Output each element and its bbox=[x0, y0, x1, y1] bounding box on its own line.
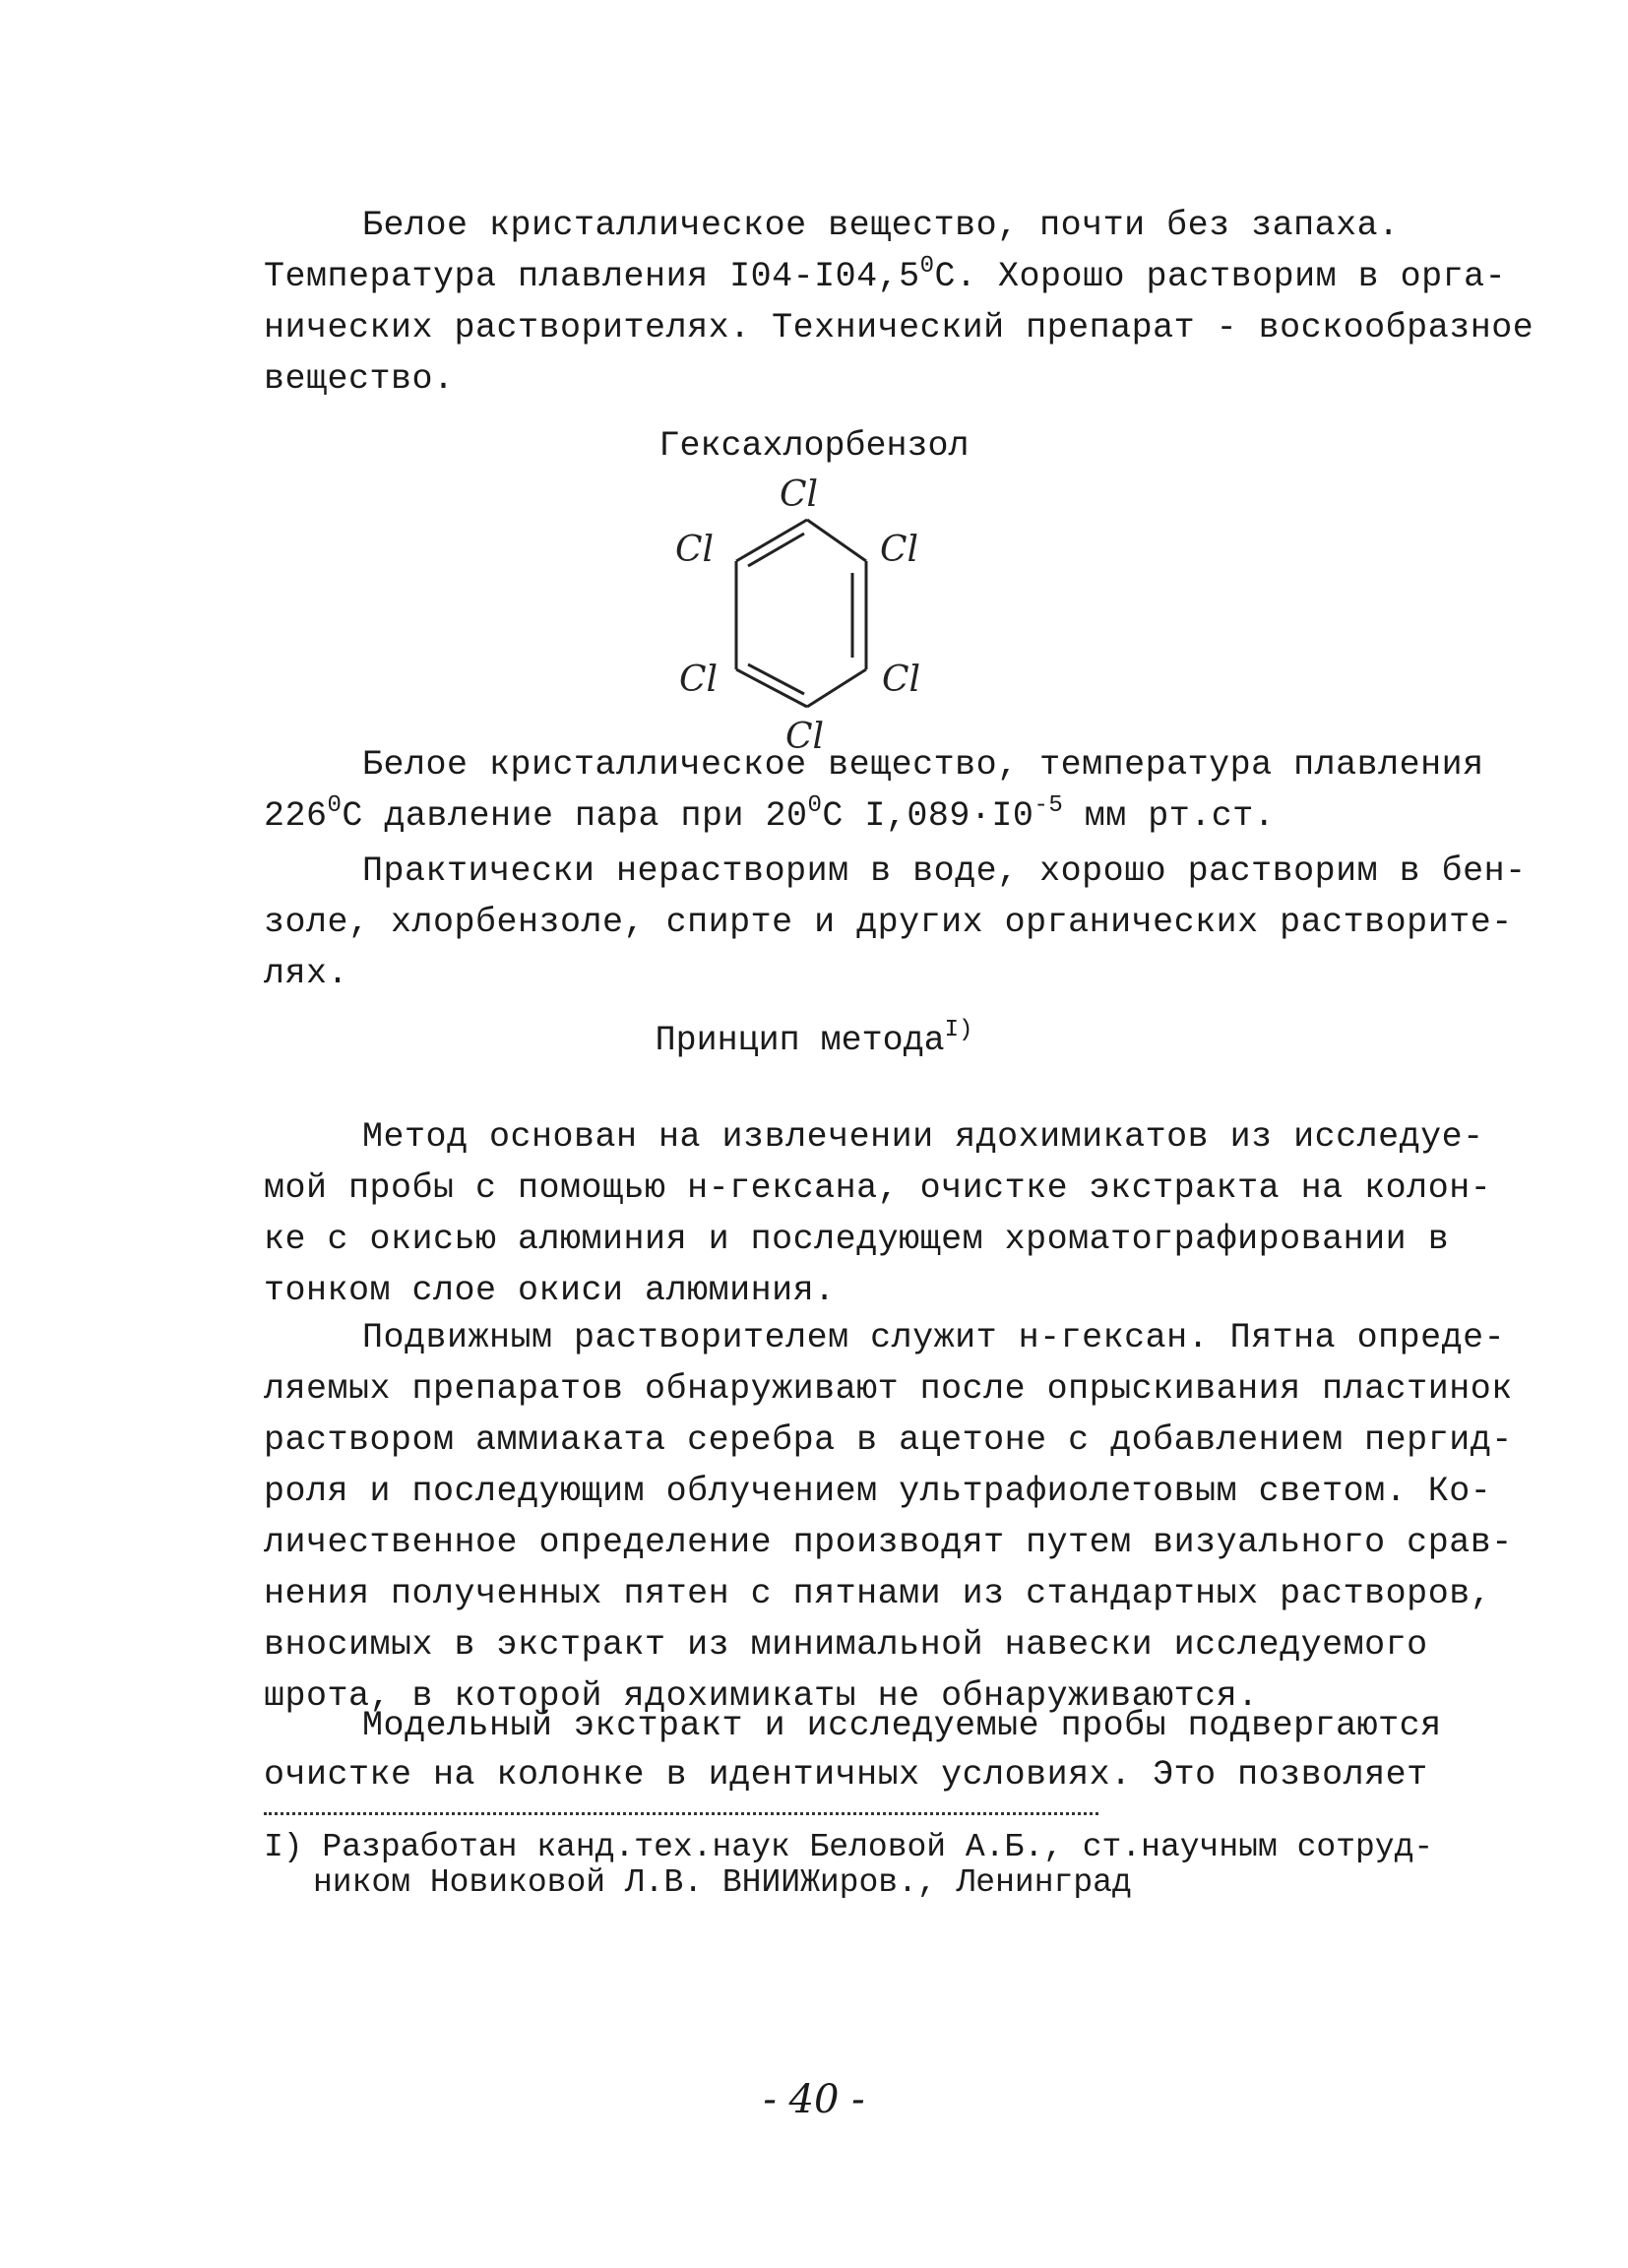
para2-line1: Белое кристаллическое вещество, температура плавления bbox=[362, 745, 1484, 785]
para5-line5: личественное определение производят путем визуального срав- bbox=[264, 1523, 1513, 1562]
hexachlorobenzene-structure bbox=[669, 463, 955, 778]
benzene-ring bbox=[736, 520, 866, 707]
compound-name: Гексахлорбензол bbox=[658, 426, 970, 466]
para5-line8: шрота, в которой ядохимикаты не обнаруживаются. bbox=[264, 1676, 1259, 1716]
footnote-line1: I) Разработан канд.тех.наук Беловой А.Б., ст.научным сотруд- bbox=[264, 1829, 1434, 1865]
para5-line3: раствором аммиаката серебра в ацетоне с добавлением пергид- bbox=[264, 1420, 1513, 1460]
substituent-upper-left: Cl bbox=[675, 530, 715, 570]
para3-line1: Практически нерастворим в воде, хорошо растворим в бен- bbox=[362, 851, 1527, 891]
substituent-upper-right: Cl bbox=[880, 530, 919, 570]
para3-line2: золе, хлорбензоле, спирте и других органических растворите- bbox=[264, 903, 1513, 942]
substituent-lower-left: Cl bbox=[679, 660, 719, 700]
substituent-top: Cl bbox=[780, 474, 819, 515]
para4-line1: Метод основан на извлечении ядохимикатов из исследуе- bbox=[362, 1117, 1484, 1157]
para3-line3: лях. bbox=[264, 954, 349, 993]
substituent-lower-right: Cl bbox=[882, 660, 921, 700]
footnote-divider bbox=[264, 1812, 1098, 1815]
para2-line2: $226^0С$ давление пара при $20^0С$ $I,089\cdot I0^{-5}$ мм рт.ст. bbox=[264, 792, 1276, 836]
page-number: - 40 - bbox=[763, 2077, 865, 2122]
para5-line1: Подвижным растворителем служит н-гексан. Пятна опреде- bbox=[362, 1318, 1506, 1357]
para6-line1: Модельный экстракт и исследуемые пробы подвергаются bbox=[362, 1706, 1442, 1745]
section-title: Принцип метода$^{I)}$ bbox=[655, 1017, 973, 1060]
para5-line2: ляемых препаратов обнаруживают после опрыскивания пластинок bbox=[264, 1369, 1513, 1409]
para5-line6: нения полученных пятен с пятнами из стандартных растворов, bbox=[264, 1574, 1492, 1613]
para1-line2: Температура плавления I04-I04,5$^0$С. Хорошо растворим в орга- bbox=[264, 253, 1507, 296]
para5-line7: вносимых в экстракт из минимальной навески исследуемого bbox=[264, 1625, 1428, 1665]
para6-line2: очистке на колонке в идентичных условиях. Это позволяет bbox=[264, 1755, 1428, 1795]
footnote-line2: ником Новиковой Л.В. ВНИИЖиров., Ленинград bbox=[313, 1864, 1132, 1901]
para1-line4: вещество. bbox=[264, 359, 455, 399]
para4-line3: ке с окисью алюминия и последующем хроматографировании в bbox=[264, 1220, 1450, 1259]
para4-line2: мой пробы с помощью н-гексана, очистке экстракта на колон- bbox=[264, 1168, 1492, 1208]
substituent-bottom: Cl bbox=[785, 717, 825, 757]
para5-line4: роля и последующим облучением ультрафиолетовым светом. Ко- bbox=[264, 1472, 1492, 1511]
para1-line3: нических растворителях. Технический препарат - воскообразное bbox=[264, 308, 1534, 347]
para4-line4: тонком слое окиси алюминия. bbox=[264, 1271, 836, 1310]
para1-line1: Белое кристаллическое вещество, почти без запаха. bbox=[362, 206, 1400, 245]
